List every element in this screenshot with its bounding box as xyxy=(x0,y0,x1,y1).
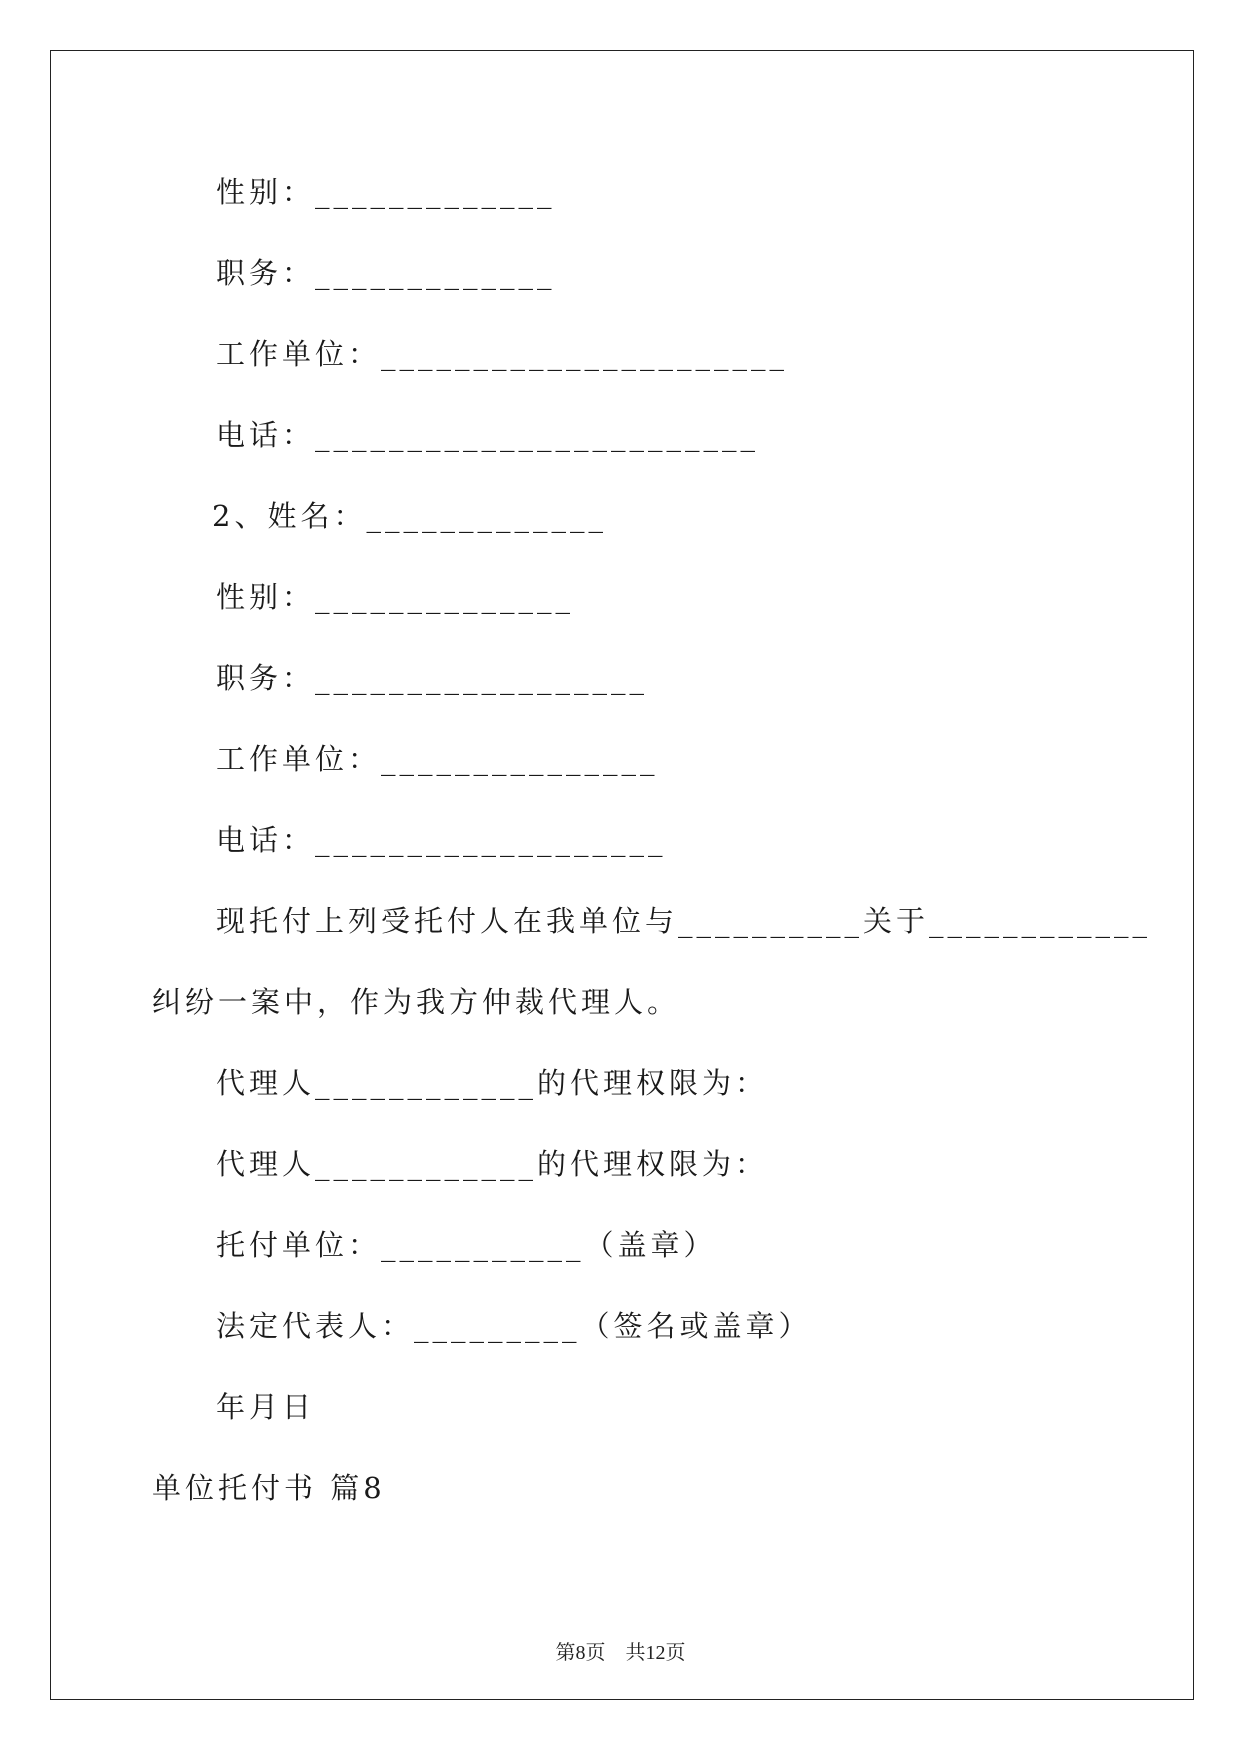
field-phone-1: 电话：________________________ xyxy=(216,418,760,452)
field-name-2: 2、姓名：_____________ xyxy=(212,499,607,533)
field-phone-2: 电话：___________________ xyxy=(216,823,667,857)
field-position-2: 职务：__________________ xyxy=(216,661,649,695)
agent-authority-1: 代理人____________的代理权限为： xyxy=(216,1066,769,1100)
field-position-1: 职务：_____________ xyxy=(216,256,556,290)
field-gender-2: 性别：______________ xyxy=(216,580,575,614)
page-number-footer: 第8页 共12页 xyxy=(555,1642,686,1664)
page-border xyxy=(50,50,1194,1700)
entrusting-unit-seal: 托付单位：___________（盖章） xyxy=(216,1228,717,1262)
agent-authority-2: 代理人____________的代理权限为： xyxy=(216,1147,769,1181)
legal-representative-signature: 法定代表人：_________（签名或盖章） xyxy=(216,1309,812,1343)
section-heading: 单位托付书 篇8 xyxy=(152,1471,386,1505)
field-workplace-1: 工作单位：______________________ xyxy=(216,337,789,371)
date-line: 年月日 xyxy=(216,1390,316,1424)
authorization-paragraph-line-2: 纠纷一案中，作为我方仲裁代理人。 xyxy=(152,985,681,1019)
field-gender-1: 性别：_____________ xyxy=(216,175,556,209)
field-workplace-2: 工作单位：_______________ xyxy=(216,742,659,776)
authorization-paragraph-line-1: 现托付上列受托付人在我单位与__________关于____________ xyxy=(216,904,1152,938)
